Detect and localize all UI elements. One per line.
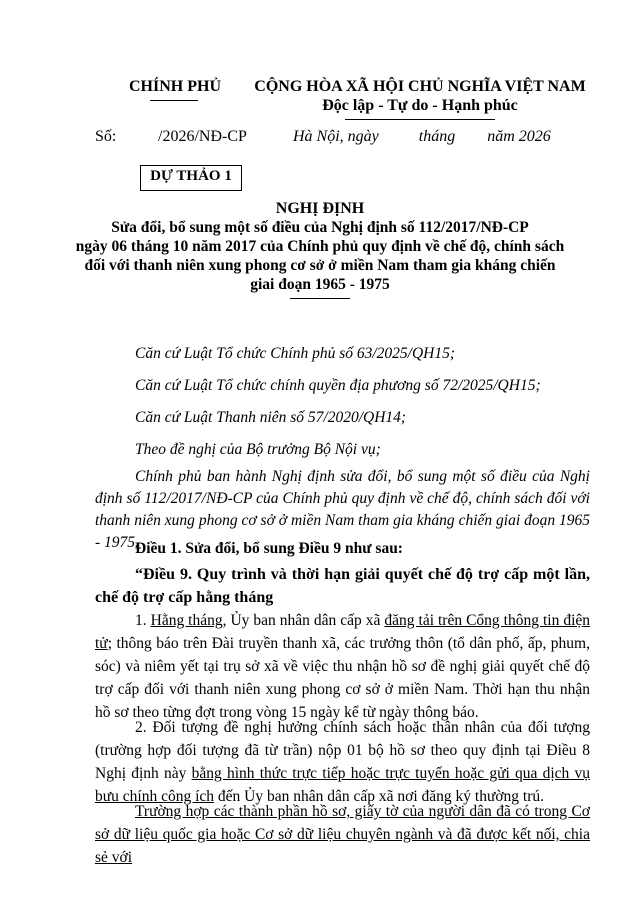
title-line-3: đối với thanh niên xung phong cơ sở ở miền Nam tham gia kháng chiến [84,257,556,274]
preamble-proposal: Theo đề nghị của Bộ trưởng Bộ Nội vụ; [135,441,381,458]
preamble-basis-3: Căn cứ Luật Thanh niên số 57/2020/QH14; [135,409,407,426]
draft-label: DỰ THẢO 1 [150,168,232,184]
preamble-promulgation: Chính phủ ban hành Nghị định sửa đổi, bổ sung một số điều của Nghị định số 112/2017/NĐ-CP của Chính phủ quy định về chế độ, chính sách đối với thanh niên xung phong cơ sở ở miền Nam tham gia kháng chiến giai đoạn 1965 - 1975. [95,468,590,551]
clause-1-text-b: ; thông báo trên Đài truyền thanh xã, các trưởng thôn (tổ dân phố, ấp, phum, sóc) và niêm yết tại trụ sở xã về việc thu nhận hồ sơ đề nghị giải quyết chế độ trợ cấp đối với thanh niên xung phong cơ sở ở miền Nam. Thời hạn thu nhận hồ sơ theo từng đợt trong vòng 15 ngày kể từ ngày thông báo. [95,635,590,721]
preamble-basis-2: Căn cứ Luật Tổ chức chính quyền địa phương số 72/2025/QH15; [135,377,541,394]
issuing-agency: CHÍNH PHỦ [129,78,221,95]
national-title: CỘNG HÒA XÃ HỘI CHỦ NGHĨA VIỆT NAM [254,78,586,95]
preamble-basis-1: Căn cứ Luật Tổ chức Chính phủ số 63/2025/QH15; [135,345,456,362]
title-line-4: giai đoạn 1965 - 1975 [250,276,390,293]
title-line-1: Sửa đổi, bổ sung một số điều của Nghị định số 112/2017/NĐ-CP [111,219,529,236]
clause-1-text-a: , Ủy ban nhân dân cấp xã [222,612,385,629]
article-9-heading: “Điều 9. Quy trình và thời hạn giải quyết chế độ trợ cấp một lần, chế độ trợ cấp hằng tháng [95,566,590,606]
clause-1-underlined-portal: đăng tải trên Cổng thông tin điện tử [95,612,591,652]
clause-1-underlined-monthly: Hằng tháng [150,612,223,629]
clause-2-underlined-methods: bằng hình thức trực tiếp hoặc trực tuyến hoặc gửi qua dịch vụ bưu chính công ích [95,765,590,805]
clause-2-text-b: đến Ủy ban nhân dân cấp xã nơi đăng ký thường trú. [214,788,545,805]
motto-underline [345,119,495,120]
clause-1-number: 1. [135,612,151,629]
place-date: Hà Nội, ngày tháng năm 2026 [293,128,551,145]
clause-2-underlined-database: Trường hợp các thành phần hồ sơ, giấy tờ của người dân đã có trong Cơ sở dữ liệu quốc gia hoặc Cơ sở dữ liệu chuyên ngành và đã được kết nối, chia sẻ với [95,803,590,866]
clause-1 [95,609,590,724]
title-line-2: ngày 06 tháng 10 năm 2017 của Chính phủ quy định về chế độ, chính sách [75,238,565,255]
doc-number-label: Số: [95,128,117,145]
title-underline [290,298,350,299]
clause-2-text-a: 2. Đối tượng đề nghị hưởng chính sách hoặc thân nhân của đối tượng (trường hợp đối tượng đã từ trần) nộp 01 bộ hồ sơ theo quy định tại Điều 8 Nghị định này [95,719,590,782]
article-1-heading: Điều 1. Sửa đổi, bổ sung Điều 9 như sau: [135,540,403,557]
agency-underline [150,100,198,101]
doc-type: NGHỊ ĐỊNH [275,200,365,217]
clause-2-continuation [95,800,590,869]
national-motto: Độc lập - Tự do - Hạnh phúc [322,97,518,114]
clause-2 [95,716,590,808]
doc-number-value: /2026/NĐ-CP [158,128,247,145]
